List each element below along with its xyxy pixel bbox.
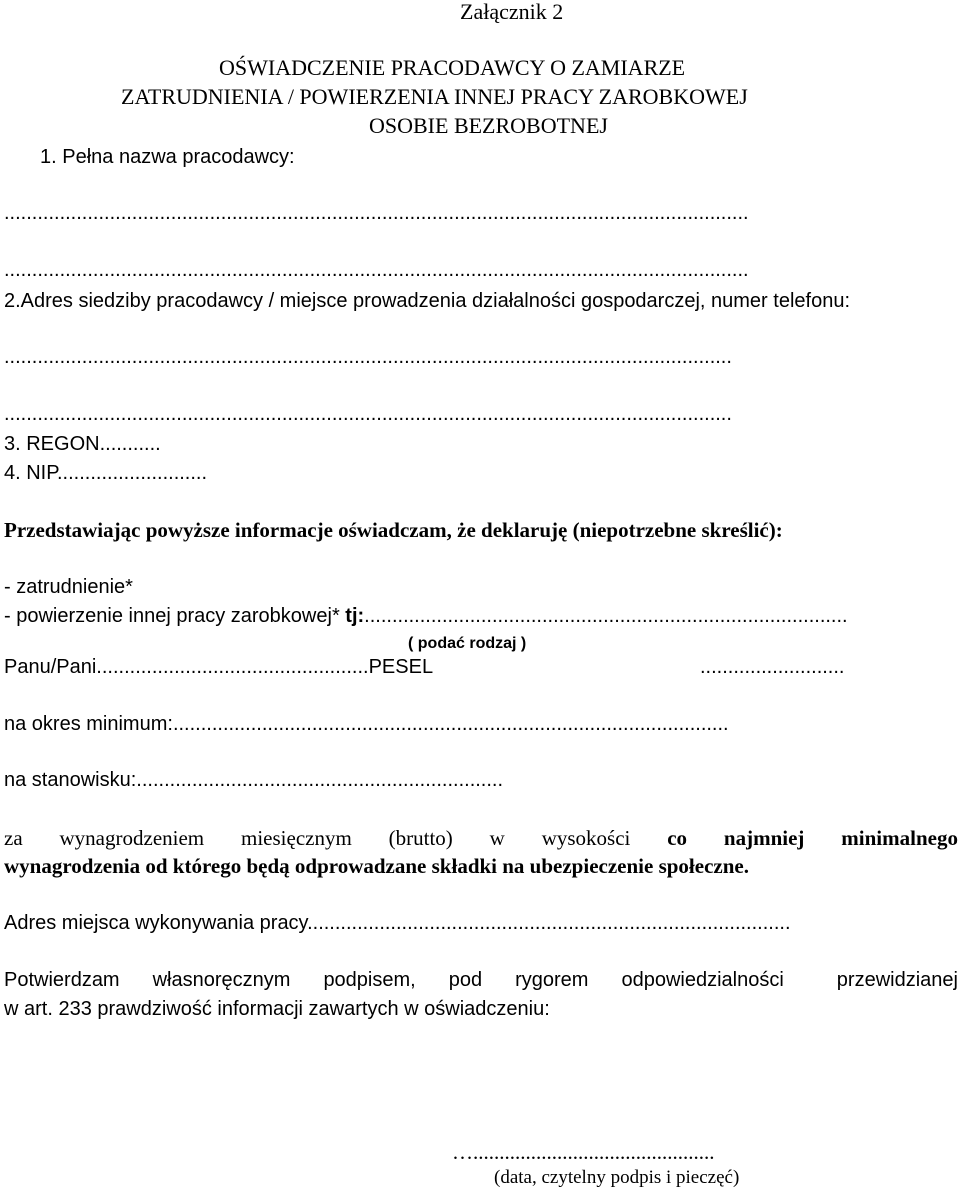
pesel-label: PESEL xyxy=(368,656,434,678)
option-other-work-label: - powierzenie innej pracy zarobkowej* xyxy=(4,605,346,627)
person-label: Panu/Pani xyxy=(4,656,97,678)
confirmation-word: odpowiedzialności xyxy=(621,969,784,991)
salary-word: najmniej xyxy=(723,826,805,850)
salary-word: miesięcznym xyxy=(241,826,352,850)
nip-row xyxy=(4,461,207,485)
salary-word: wysokości xyxy=(541,826,631,850)
confirmation-word: własnoręcznym xyxy=(152,969,291,991)
employer-address-field-line-2[interactable]: ................................................................................................................................... xyxy=(4,403,732,425)
period-row xyxy=(4,712,729,736)
work-type-field[interactable]: ....................................................................................... xyxy=(364,605,848,627)
nip-field[interactable]: ........................... xyxy=(57,462,208,484)
work-address-label: Adres miejsca wykonywania pracy xyxy=(4,912,308,934)
title-line-1: OŚWIADCZENIE PRACODAWCY O ZAMIARZE xyxy=(219,55,686,80)
option-other-work[interactable] xyxy=(4,604,848,628)
confirmation-word: pod xyxy=(448,969,483,991)
regon-label: 3. REGON xyxy=(4,433,100,455)
regon-field[interactable]: ........... xyxy=(99,433,161,455)
position-label: na stanowisku: xyxy=(4,769,137,791)
person-name-field[interactable]: ................................................. xyxy=(96,656,369,678)
person-row xyxy=(4,655,433,679)
option-other-work-tj: tj: xyxy=(345,605,365,627)
work-address-field[interactable]: ....................................................................................... xyxy=(307,912,791,934)
declaration-heading: Przedstawiając powyższe informacje oświadczam, że deklaruję (niepotrzebne skreślić): xyxy=(4,518,783,542)
annex-label: Załącznik 2 xyxy=(460,0,564,24)
title-line-3: OSOBIE BEZROBOTNEJ xyxy=(369,113,608,138)
employer-address-field-line-1[interactable]: ................................................................................................................................... xyxy=(4,346,732,368)
option-employment[interactable]: - zatrudnienie* xyxy=(4,576,133,598)
salary-word: w xyxy=(489,826,505,850)
confirmation-word: podpisem, xyxy=(323,969,416,991)
pesel-field[interactable]: .......................... xyxy=(700,656,845,678)
period-label: na okres minimum: xyxy=(4,713,173,735)
confirmation-word: rygorem xyxy=(515,969,589,991)
work-type-hint: ( podać rodzaj ) xyxy=(408,635,527,652)
title-line-2: ZATRUDNIENIA / POWIERZENIA INNEJ PRACY ZAROBKOWEJ xyxy=(121,84,748,109)
regon-row xyxy=(4,432,161,456)
employer-name-label: 1. Pełna nazwa pracodawcy: xyxy=(40,146,295,168)
work-address-row xyxy=(4,911,791,935)
salary-line-2: wynagrodzenia od którego będą odprowadzane składki na ubezpieczenie społeczne. xyxy=(4,854,749,878)
confirmation-word: przewidzianej xyxy=(836,969,958,991)
position-row xyxy=(4,768,503,792)
signature-field[interactable]: ….............................................. xyxy=(452,1140,715,1164)
employer-name-field-line-2[interactable]: ...................................................................................................................................... xyxy=(4,259,749,281)
salary-word: wynagrodzeniem xyxy=(59,826,205,850)
salary-word: (brutto) xyxy=(388,826,453,850)
nip-label: 4. NIP xyxy=(4,462,57,484)
signature-caption: (data, czytelny podpis i pieczęć) xyxy=(494,1167,740,1188)
employer-address-label: 2.Adres siedziby pracodawcy / miejsce prowadzenia działalności gospodarczej, numer telefonu: xyxy=(4,290,850,312)
period-field[interactable]: .................................................................................................... xyxy=(172,713,729,735)
salary-word: minimalnego xyxy=(841,826,958,850)
employer-name-field-line-1[interactable]: ...................................................................................................................................... xyxy=(4,202,749,224)
salary-word: za xyxy=(4,826,23,850)
salary-line-1 xyxy=(4,826,958,850)
position-field[interactable]: .................................................................. xyxy=(136,769,504,791)
salary-word: co xyxy=(667,826,688,850)
confirmation-line-2: w art. 233 prawdziwość informacji zawartych w oświadczeniu: xyxy=(4,998,550,1020)
confirmation-line-1 xyxy=(4,968,958,992)
confirmation-word: Potwierdzam xyxy=(4,969,120,991)
